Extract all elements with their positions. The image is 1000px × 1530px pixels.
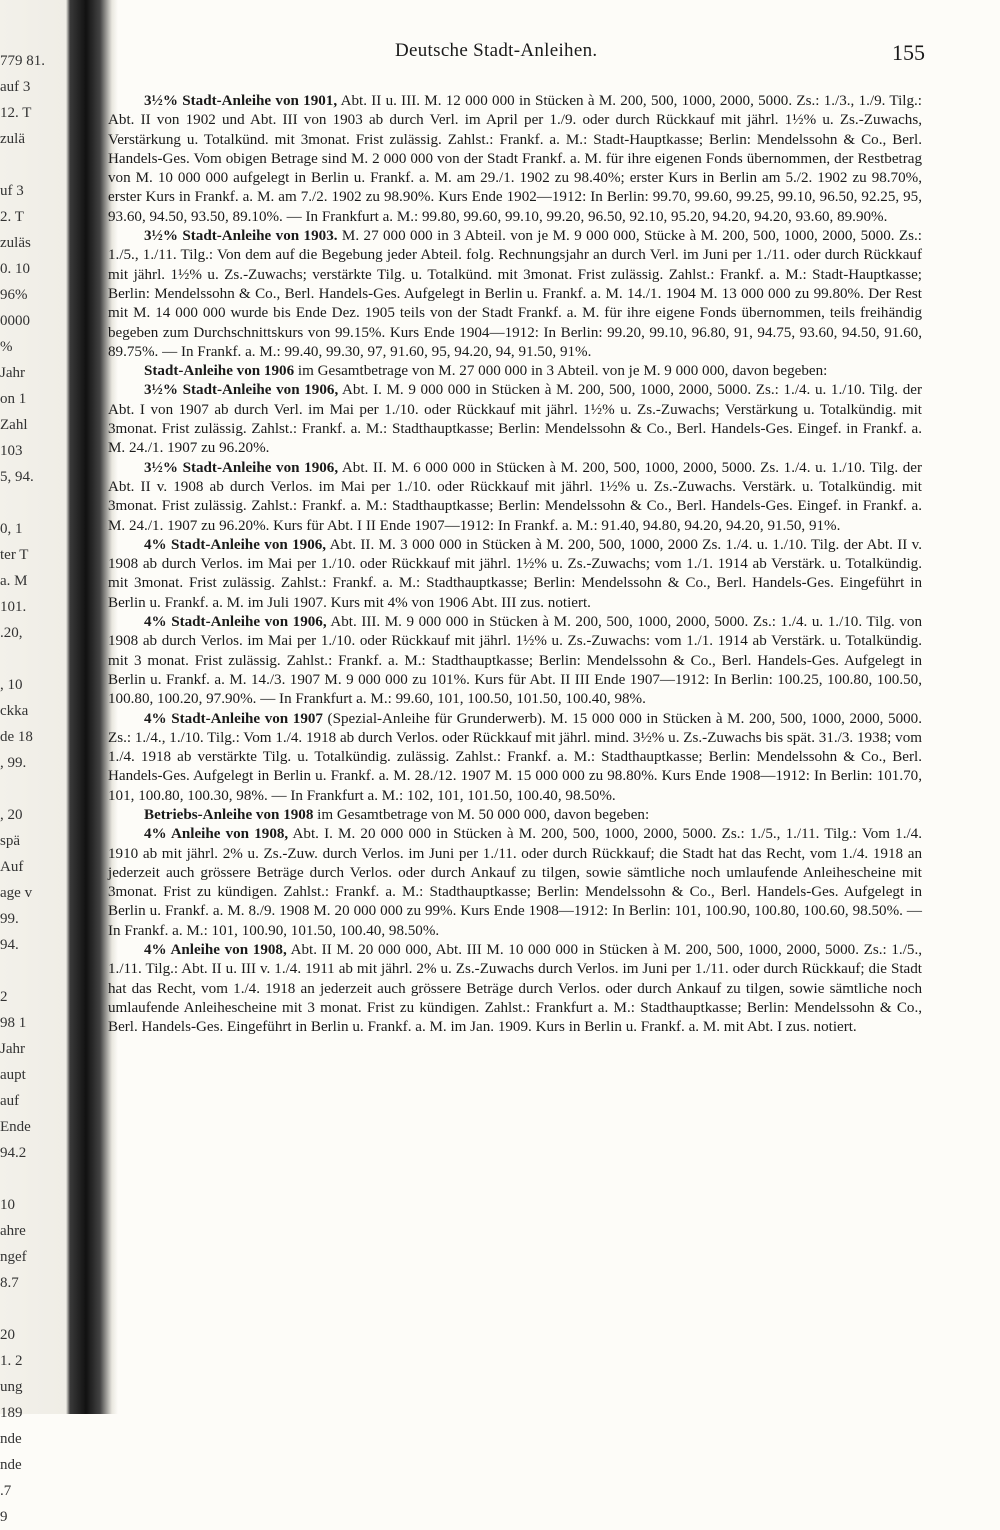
entry-text: Abt. I. M. 9 000 000 in Stücken à M. 200, 500, 1000, 2000, 5000. Zs.: 1./4. u. 1./10. Tilg. der Abt. I von 1907 ab durch Verl. im Mai per 1./10. oder Rückkauf mit jährl. 1½% u. Zs.-Zuwachs; Verstärkung u. Totalkündig. mit 3monat. Frist zulässig. Zahlst.: Frankf. a. M.: Stadthauptkasse; Berlin: Mendelssohn & Co., Berl. Handels-Ges. Eingef. in Frankf. a. M. 24./1. 1907 zu 96.20%. (108, 382, 922, 457)
margin-fragment: spä (0, 833, 20, 849)
margin-fragment: 94.2 (0, 1145, 27, 1161)
margin-fragment (0, 152, 66, 178)
bond-entry (108, 825, 922, 941)
margin-fragment: ckka (0, 703, 29, 719)
page-number: 155 (892, 40, 925, 65)
margin-fragment: de 18 (0, 729, 33, 745)
margin-fragment: uf 3 (0, 183, 24, 199)
margin-fragment: a. M (0, 573, 28, 589)
entry-title: 4% Anleihe von 1908, (144, 942, 287, 959)
margin-fragment: , 99. (0, 755, 27, 771)
margin-fragment: 2 (0, 989, 8, 1005)
facing-page-fragments (0, 48, 66, 1525)
margin-fragment: ung (0, 1379, 23, 1395)
entry-title: 4% Stadt-Anleihe von 1907 (144, 710, 323, 727)
bond-entry (108, 227, 922, 362)
margin-fragment: Ende (0, 1119, 31, 1135)
bond-entry (108, 362, 922, 381)
entry-text: Abt. I. M. 20 000 000 in Stücken à M. 200, 500, 1000, 2000, 5000. Zs.: 1./5., 1./11. Tilg.: Vom 1./4. 1910 ab mit jährl. 2% u. Zs.-Zuw. durch Verlos. im Juni per 1./11. oder durch Rückkauf; die Stadt hat das Recht, vom 1./4. 1918 an jederzeit auch grössere Beträge durch Verlos. oder durch Ankauf zu tilgen, sowie sämtliche noch umlaufende Anleihescheine mit 3monat. Frist zu kündigen. Zahlst.: Frankf. a. M.: Stadthauptkasse; Berlin: Mendelssohn & Co., Berl. Handels-Ges. Aufgelegt in Berlin u. Frankf. a. M. 8./9. 1908 M. 20 000 000 zu 99%. Kurs Ende 1908—1912: In Berlin: 101, 100.90, 100.80, 100.60, 98.50%. — In Frankf. a. M.: 101, 100.90, 101.50, 100.40, 98.50%. (108, 826, 922, 939)
margin-fragment: 103 (0, 443, 23, 459)
margin-fragment: Zahl (0, 417, 28, 433)
entry-title: 3½% Stadt-Anleihe von 1906, (144, 382, 339, 399)
margin-fragment: 99. (0, 911, 19, 927)
entry-text: Abt. II M. 20 000 000, Abt. III M. 10 000 000 in Stücken à M. 200, 500, 1000, 2000, 5000. Zs.: 1./5., 1./11. Tilg.: Abt. II u. III v. 1./4. 1911 ab mit jährl. 2% u. Zs.-Zuwachs durch Verlos. im Juni per 1./11. oder durch Rückkauf; die Stadt hat das Recht, vom 1./4. 1918 an jederzeit auch grössere Beträge durch Verlos. oder durch Ankauf zu tilgen, sowie sämtliche noch umlaufende Anleihescheine mit 3 monat. Frist zu kündigen. Zahlst.: Frankfurt a. M.: Stadthauptkasse; Berlin: Mendelssohn & Co., Berl. Handels-Ges. Eingeführt in Berlin u. Frankf. a. M. im Jan. 1909. Kurs in Berlin u. Frankf. a. M. mit Abt. I zus. notiert. (108, 942, 922, 1036)
margin-fragment: zuläs (0, 235, 31, 251)
entry-title: 3½% Stadt-Anleihe von 1906, (144, 459, 339, 476)
margin-fragment: 1. 2 (0, 1353, 23, 1369)
margin-fragment: 2. T (0, 209, 24, 225)
running-head: Deutsche Stadt-Anleihen. (395, 40, 598, 61)
margin-fragment: 189 (0, 1405, 23, 1421)
bond-entry (108, 941, 922, 1037)
entry-text: Abt. II u. III. M. 12 000 000 in Stücken à M. 200, 500, 1000, 2000, 5000. Zs.: 1./3., 1./9. Tilg.: Abt. II von 1902 und Abt. III von 1903 ab durch Verl. im April per 1./9. oder durch Rückkauf mit jährl. 1½% u. Zs.-Zuwachs, Verstärkung u. Totalkünd. mit 3monat. Frist zulässig. Zahlst.: Frankf. a. M.: Stadt-Hauptkasse; Berlin: Mendelssohn & Co., Berl. Handels-Ges. Vom obigen Betrage sind M. 2 000 000 von der Stadt Frankf. a. M. für ihre eigenen Fonds übernommen, der Restbetrag von M. 10 000 000 aufgelegt in Berlin u. Frankf. a. M. am 29./1. 1902 zu 98.40%; erster Kurs in Berlin am 5./2. 1902 zu 98.70%, erster Kurs in Frankf. a. M. am 7./2. 1902 zu 98.90%. Kurs Ende 1902—1912: In Berlin: 99.70, 99.60, 99.25, 99.10, 96.50, 92.25, 95, 93.60, 94.50, 93.50, 89.10%. — In Frankfurt a. M.: 99.80, 99.60, 99.10, 99.20, 96.50, 92.10, 95.20, 94.20, 94.20, 93.60, 89.90%. (108, 93, 922, 225)
entry-text: Abt. III. M. 9 000 000 in Stücken à M. 200, 500, 1000, 2000, 5000. Zs.: 1./4. u. 1./10. Tilg. von 1908 ab durch Verlos. im Mai per 1./10. oder Rückkauf mit jährl. 1½% u. Zs.-Zuwachs: vom 1./1. 1914 ab Verstärk. u. Totalkündig. mit 3 monat. Frist zulässig. Zahlst.: Frankf. a. M.: Stadthauptkasse; Berlin: Mendelssohn & Co., Berl. Handels-Ges. Aufgelegt in Berlin u. Frankf. a. M. 14./3. 1907 M. 9 000 000 zu 101%. Kurs für Abt. II III Ende 1907—1912: In Berlin: 100.25, 100.80, 100.50, 100.80, 100.20, 97.90%. — In Frankfurt a. M.: 99.60, 101, 100.50, 101.50, 100.40, 98%. (108, 614, 922, 708)
entry-title: 3½% Stadt-Anleihe von 1903. (144, 228, 338, 245)
margin-fragment: 94. (0, 937, 19, 953)
margin-fragment (0, 958, 66, 984)
margin-fragment (0, 1296, 66, 1322)
bond-entry (108, 92, 922, 227)
page-header (395, 40, 925, 70)
margin-fragment: nde (0, 1431, 22, 1447)
entry-title: 4% Stadt-Anleihe von 1906, (144, 614, 327, 631)
margin-fragment: 98 1 (0, 1015, 27, 1031)
entry-text: M. 27 000 000 in 3 Abteil. von je M. 9 000 000, Stücke à M. 200, 500, 1000, 2000, 5000. Zs.: 1./5., 1./11. Tilg.: Von dem auf die Begebung jeder Abteil. folg. Rechnungsjahr an durch Verl. im Juni per 1./11. oder durch Rückkauf mit jährl. 1½% u. Zs.-Zuwachs; verstärkte Tilg. u. Totalkünd. mit 3monat. Frist zulässig. Zahlst.: Frankf. a. M.: Stadt-Hauptkasse; Berlin: Mendelssohn & Co., Berl. Handels-Ges. Aufgelegt in Berlin u. Frankf. a. M. 14./1. 1904 M. 13 000 000 zu 99.80%. Der Rest mit M. 14 000 000 wurde bis Ende Dez. 1905 teils von der Stadt Frankf. a. M. für ihre eigene Fonds übernommen, teils freihändig begeben zum Durchschnittskurs von 99.15%. Kurs Ende 1904—1912: In Berlin: 99.20, 99.10, 96.80, 91, 94.75, 93.60, 94.50, 91.60, 89.75%. — In Frankf. a. M.: 99.40, 99.30, 97, 91.60, 95, 94.20, 94, 91.50, 91%. (108, 228, 922, 360)
margin-fragment: 101. (0, 599, 27, 615)
margin-fragment: Auf (0, 859, 24, 875)
margin-fragment: 10 (0, 1197, 15, 1213)
margin-fragment (0, 1166, 66, 1192)
margin-fragment: 0, 1 (0, 521, 23, 537)
margin-fragment: .7 (0, 1483, 12, 1499)
margin-fragment: auf 3 (0, 79, 31, 95)
entry-text: im Gesamtbetrage von M. 27 000 000 in 3 Abteil. von je M. 9 000 000, davon begeben: (294, 363, 828, 380)
margin-fragment: 9 (0, 1509, 8, 1525)
margin-fragment: Jahr (0, 1041, 25, 1057)
margin-fragment: 0000 (0, 313, 30, 329)
margin-fragment: % (0, 339, 13, 355)
entry-text: Abt. II. M. 3 000 000 in Stücken à M. 200, 500, 1000, 2000 Zs. 1./4. u. 1./10. Tilg. der Abt. II v. 1908 ab durch Verlos. im Mai per 1./10. oder Rückkauf mit jährl. 1½% u. Zs.-Zuwachs; vom 1./1. 1914 ab Verstärk. u. Totalkündig. mit 3monat. Frist zulässig. Zahlst.: Frankf. a. M.: Stadthauptkasse; Berlin: Mendelssohn & Co., Berl. Handels-Ges. Eingeführt in Berlin u. Frankf. a. M. im Juli 1907. Kurs mit 4% von 1906 Abt. III zus. notiert. (108, 536, 922, 611)
entry-title: 4% Anleihe von 1908, (144, 826, 289, 843)
margin-fragment: ahre (0, 1223, 26, 1239)
bond-entry (108, 806, 922, 825)
margin-fragment: 8.7 (0, 1275, 19, 1291)
bond-entry (108, 381, 922, 458)
margin-fragment: 779 81. (0, 53, 45, 69)
entry-title: Stadt-Anleihe von 1906 (144, 363, 295, 380)
margin-fragment: on 1 (0, 391, 27, 407)
margin-fragment: 96% (0, 287, 28, 303)
bond-entry (108, 536, 922, 613)
margin-fragment: ter T (0, 547, 29, 563)
margin-fragment: , 10 (0, 677, 23, 693)
entry-text: Abt. II. M. 6 000 000 in Stücken à M. 200, 500, 1000, 2000, 5000. Zs. 1./4. u. 1./10. Tilg. der Abt. II v. 1908 ab durch Verlos. im Mai per 1./10. oder Rückkauf mit jährl. 1½% u. Zs.-Zuwachs. Verstärk. u. Totalkündig. mit 3monat. Frist zulässig. Zahlst.: Frankf. a. M.: Stadthauptkasse; Berlin: Mendelssohn & Co., Berl. Handels-Ges. Eingef. in Frankf. a. M. 24./1. 1907 zu 96.20%. Kurs für Abt. I II Ende 1907—1912: In Frankf. a. M.: 91.40, 94.80, 94.20, 94.20, 91.50, 91%. (108, 459, 922, 534)
margin-fragment (0, 646, 66, 672)
bond-entry (108, 459, 922, 536)
margin-fragment: aupt (0, 1067, 26, 1083)
margin-fragment (0, 490, 66, 516)
entry-text: (Spezial-Anleihe für Grunderwerb). M. 15 000 000 in Stücken à M. 200, 500, 1000, 2000, 5000. Zs.: 1./4., 1./10. Tilg.: Vom 1./4. 1918 ab durch Verlos. oder Rückkauf mit jährl. mind. 3½% u. Zs.-Zuwachs bis spät. 31./3. 1938; vom 1./4. 1918 ab verstärkte Tilg. u. Totalkündig. zulässig. Zahlst.: Frankf. a. M.: Stadthauptkasse; Berlin: Mendelssohn & Co., Berl. Handels-Ges. Aufgelegt in Berlin u. Frankf. a. M. 28./12. 1907 M. 15 000 000 zu 98.80%. Kurs Ende 1908—1912: In Berlin: 101.70, 101, 100.80, 100.30, 98%. — In Frankfurt a. M.: 102, 101, 101.50, 100.40, 98.50%. (108, 710, 922, 804)
margin-fragment: 12. T (0, 105, 32, 121)
margin-fragment: ngef (0, 1249, 27, 1265)
entry-title: 3½% Stadt-Anleihe von 1901, (144, 93, 338, 109)
margin-fragment: Jahr (0, 365, 25, 381)
margin-fragment: auf (0, 1093, 20, 1109)
margin-fragment (0, 776, 66, 802)
margin-fragment: nde (0, 1457, 22, 1473)
bond-entry (108, 710, 922, 806)
margin-fragment: 0. 10 (0, 261, 30, 277)
entry-text: im Gesamtbetrage von M. 50 000 000, davon begeben: (313, 806, 650, 823)
margin-fragment: .20, (0, 625, 23, 641)
entry-title: 4% Stadt-Anleihe von 1906, (144, 536, 327, 553)
entry-title: Betriebs-Anleihe von 1908 (144, 806, 314, 823)
margin-fragment: 20 (0, 1327, 15, 1343)
margin-fragment: , 20 (0, 807, 23, 823)
margin-fragment: age v (0, 885, 33, 901)
bond-entry (108, 613, 922, 709)
text-body (108, 92, 922, 1038)
margin-fragment: zulä (0, 131, 25, 147)
margin-fragment: 5, 94. (0, 469, 34, 485)
